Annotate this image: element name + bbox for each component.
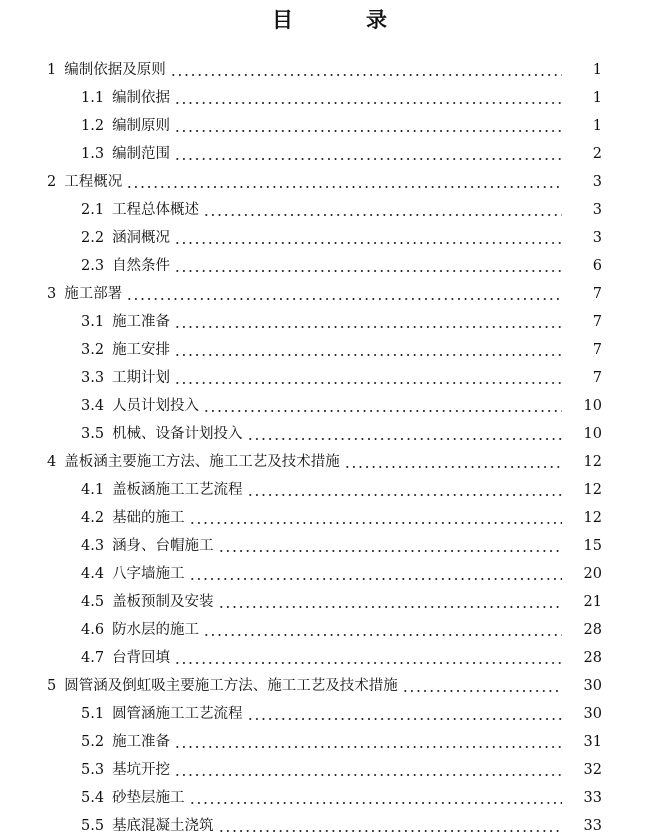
toc-entry-number: 5.3 bbox=[81, 762, 105, 778]
toc-entry-number: 2 bbox=[47, 174, 57, 190]
toc-entry-label bbox=[81, 140, 170, 168]
toc-entry-page-number: 7 bbox=[592, 286, 602, 302]
toc-entry-page-number: 20 bbox=[583, 566, 602, 582]
dot-leader bbox=[126, 298, 562, 300]
toc-entry-label bbox=[81, 112, 170, 140]
dot-leader bbox=[203, 634, 562, 636]
toc-entry[interactable] bbox=[0, 616, 659, 644]
toc-entry-page-number: 3 bbox=[592, 202, 602, 218]
toc-entry-text: 涵身、台帽施工 bbox=[112, 538, 214, 554]
toc-entry-text: 圆管涵及倒虹吸主要施工方法、施工工艺及技术措施 bbox=[64, 678, 398, 694]
toc-entry[interactable] bbox=[0, 364, 659, 392]
toc-entry-page-number: 1 bbox=[592, 62, 602, 78]
toc-entry-text: 盖板涵主要施工方法、施工工艺及技术措施 bbox=[64, 454, 340, 470]
toc-entry-page-number: 10 bbox=[583, 398, 602, 414]
toc-entry[interactable] bbox=[0, 644, 659, 672]
toc-entry-page-number: 12 bbox=[583, 510, 602, 526]
toc-entry[interactable] bbox=[0, 672, 659, 700]
toc-entry-label bbox=[47, 672, 398, 700]
toc-entry-number: 1 bbox=[47, 62, 57, 78]
toc-entry[interactable] bbox=[0, 588, 659, 616]
toc-entry-text: 施工准备 bbox=[112, 734, 171, 750]
toc-entry-text: 编制依据 bbox=[112, 90, 171, 106]
toc-entry-page-number: 30 bbox=[583, 706, 602, 722]
toc-entry-number: 1.3 bbox=[81, 146, 105, 162]
toc-entry-text: 自然条件 bbox=[112, 258, 171, 274]
toc-entry-number: 3.3 bbox=[81, 370, 105, 386]
dot-leader bbox=[247, 438, 562, 440]
toc-entry-page-number: 33 bbox=[583, 818, 602, 834]
toc-entry-text: 基底混凝土浇筑 bbox=[112, 818, 214, 834]
dot-leader bbox=[247, 494, 562, 496]
toc-entry-page-number: 3 bbox=[592, 230, 602, 246]
toc-entry-label bbox=[47, 56, 166, 84]
toc-entry-text: 砂垫层施工 bbox=[112, 790, 185, 806]
toc-entry-text: 施工部署 bbox=[64, 286, 123, 302]
dot-leader bbox=[189, 522, 562, 524]
toc-entry[interactable] bbox=[0, 280, 659, 308]
toc-entry-number: 3.5 bbox=[81, 426, 105, 442]
toc-entry[interactable] bbox=[0, 728, 659, 756]
toc-entry-label bbox=[81, 504, 185, 532]
dot-leader bbox=[174, 130, 562, 132]
toc-entry[interactable] bbox=[0, 812, 659, 840]
toc-entry[interactable] bbox=[0, 140, 659, 168]
dot-leader bbox=[174, 158, 562, 160]
toc-entry[interactable] bbox=[0, 252, 659, 280]
toc-entry-number: 4 bbox=[47, 454, 57, 470]
toc-entry-text: 防水层的施工 bbox=[112, 622, 200, 638]
toc-entry-text: 工程总体概述 bbox=[112, 202, 200, 218]
toc-entry-label bbox=[47, 168, 122, 196]
toc-entry-label bbox=[81, 756, 170, 784]
toc-entry-label bbox=[81, 588, 214, 616]
toc-entry-number: 2.3 bbox=[81, 258, 105, 274]
toc-entry-label bbox=[81, 336, 170, 364]
toc-entry-text: 施工准备 bbox=[112, 314, 171, 330]
dot-leader bbox=[203, 410, 562, 412]
toc-entry-number: 4.6 bbox=[81, 622, 105, 638]
dot-leader bbox=[247, 718, 562, 720]
dot-leader bbox=[174, 242, 562, 244]
toc-entry[interactable] bbox=[0, 196, 659, 224]
dot-leader bbox=[174, 774, 562, 776]
toc-entry-text: 基坑开挖 bbox=[112, 762, 171, 778]
toc-entry[interactable] bbox=[0, 420, 659, 448]
toc-entry[interactable] bbox=[0, 56, 659, 84]
toc-entry[interactable] bbox=[0, 84, 659, 112]
toc-entry-text: 涵洞概况 bbox=[112, 230, 171, 246]
dot-leader bbox=[174, 326, 562, 328]
toc-entry-label bbox=[81, 644, 170, 672]
toc-entry-label bbox=[81, 196, 199, 224]
toc-entry[interactable] bbox=[0, 224, 659, 252]
toc-entry-number: 4.5 bbox=[81, 594, 105, 610]
toc-entry-page-number: 12 bbox=[583, 454, 602, 470]
toc-entry-label bbox=[47, 448, 340, 476]
toc-entry-page-number: 1 bbox=[592, 90, 602, 106]
toc-entry[interactable] bbox=[0, 756, 659, 784]
toc-entry-label bbox=[81, 308, 170, 336]
toc-entry-text: 编制依据及原则 bbox=[64, 62, 166, 78]
toc-entry-page-number: 28 bbox=[583, 650, 602, 666]
toc-entry-label bbox=[81, 728, 170, 756]
toc-entry-label bbox=[81, 364, 170, 392]
dot-leader bbox=[203, 214, 562, 216]
toc-entry-number: 4.3 bbox=[81, 538, 105, 554]
toc-entry-label bbox=[81, 812, 214, 840]
toc-entry[interactable] bbox=[0, 560, 659, 588]
toc-entry-page-number: 21 bbox=[583, 594, 602, 610]
toc-entry-number: 4.7 bbox=[81, 650, 105, 666]
toc-entry-number: 3.1 bbox=[81, 314, 105, 330]
toc-entry[interactable] bbox=[0, 784, 659, 812]
toc-entry-page-number: 32 bbox=[583, 762, 602, 778]
toc-entry-text: 机械、设备计划投入 bbox=[112, 426, 243, 442]
toc-entry-text: 盖板涵施工工艺流程 bbox=[112, 482, 243, 498]
toc-entry-page-number: 3 bbox=[592, 174, 602, 190]
toc-entry-text: 工程概况 bbox=[64, 174, 123, 190]
toc-entry-text: 基础的施工 bbox=[112, 510, 185, 526]
dot-leader bbox=[174, 746, 562, 748]
toc-entry-number: 2.1 bbox=[81, 202, 105, 218]
toc-entry-number: 4.1 bbox=[81, 482, 105, 498]
toc-entry-text: 工期计划 bbox=[112, 370, 171, 386]
toc-entry-label bbox=[47, 280, 122, 308]
toc-entry[interactable] bbox=[0, 336, 659, 364]
toc-entry-page-number: 15 bbox=[583, 538, 602, 554]
toc-entry-page-number: 28 bbox=[583, 622, 602, 638]
toc-entry-text: 盖板预制及安装 bbox=[112, 594, 214, 610]
toc-entry-text: 施工安排 bbox=[112, 342, 171, 358]
toc-entry-label bbox=[81, 224, 170, 252]
dot-leader bbox=[174, 662, 562, 664]
dot-leader bbox=[174, 270, 562, 272]
toc-entry-page-number: 10 bbox=[583, 426, 602, 442]
toc-entry-label bbox=[81, 476, 243, 504]
dot-leader bbox=[170, 74, 562, 76]
toc-entry-number: 5 bbox=[47, 678, 57, 694]
toc-entry[interactable] bbox=[0, 392, 659, 420]
toc-entry-text: 人员计划投入 bbox=[112, 398, 200, 414]
toc-entry-text: 圆管涵施工工艺流程 bbox=[112, 706, 243, 722]
dot-leader bbox=[218, 830, 562, 832]
toc-entry-number: 1.1 bbox=[81, 90, 105, 106]
toc-entry-page-number: 30 bbox=[583, 678, 602, 694]
toc-entry-label bbox=[81, 560, 185, 588]
toc-entry[interactable] bbox=[0, 168, 659, 196]
dot-leader bbox=[344, 466, 562, 468]
toc-entry-text: 编制范围 bbox=[112, 146, 171, 162]
toc-entry-text: 编制原则 bbox=[112, 118, 171, 134]
toc-entry-page-number: 31 bbox=[583, 734, 602, 750]
toc-entry-number: 5.2 bbox=[81, 734, 105, 750]
toc-entry-text: 台背回填 bbox=[112, 650, 171, 666]
dot-leader bbox=[218, 606, 562, 608]
dot-leader bbox=[218, 550, 562, 552]
toc-entry-page-number: 7 bbox=[592, 342, 602, 358]
toc-entry-number: 3.4 bbox=[81, 398, 105, 414]
toc-entry-number: 5.1 bbox=[81, 706, 105, 722]
dot-leader bbox=[402, 690, 562, 692]
dot-leader bbox=[126, 186, 562, 188]
toc-entry[interactable] bbox=[0, 532, 659, 560]
toc-entry-label bbox=[81, 616, 199, 644]
toc-entry-number: 2.2 bbox=[81, 230, 105, 246]
toc-entry[interactable] bbox=[0, 700, 659, 728]
toc-entry-number: 1.2 bbox=[81, 118, 105, 134]
toc-entry-page-number: 33 bbox=[583, 790, 602, 806]
toc-entry-page-number: 1 bbox=[592, 118, 602, 134]
page-title: 目 录 bbox=[272, 7, 413, 32]
toc-entry-number: 4.4 bbox=[81, 566, 105, 582]
dot-leader bbox=[189, 578, 562, 580]
dot-leader bbox=[174, 354, 562, 356]
dot-leader bbox=[174, 382, 562, 384]
toc-entry-label bbox=[81, 532, 214, 560]
toc-entry-label bbox=[81, 392, 199, 420]
toc-entry[interactable] bbox=[0, 448, 659, 476]
dot-leader bbox=[174, 102, 562, 104]
toc-entry-label bbox=[81, 84, 170, 112]
toc-entry-number: 3.2 bbox=[81, 342, 105, 358]
toc-entry-page-number: 7 bbox=[592, 314, 602, 330]
toc-entry-number: 3 bbox=[47, 286, 57, 302]
dot-leader bbox=[189, 802, 562, 804]
toc-entry-page-number: 6 bbox=[592, 258, 602, 274]
toc-entry-label bbox=[81, 420, 243, 448]
toc-entry[interactable] bbox=[0, 504, 659, 532]
toc-entry[interactable] bbox=[0, 476, 659, 504]
toc-entry-number: 5.5 bbox=[81, 818, 105, 834]
toc-entry-label bbox=[81, 700, 243, 728]
toc-entry-page-number: 12 bbox=[583, 482, 602, 498]
toc-entry-text: 八字墙施工 bbox=[112, 566, 185, 582]
toc-entry-number: 4.2 bbox=[81, 510, 105, 526]
toc-entry-page-number: 2 bbox=[592, 146, 602, 162]
toc-entry-label bbox=[81, 252, 170, 280]
toc-entry-number: 5.4 bbox=[81, 790, 105, 806]
toc-entry[interactable] bbox=[0, 112, 659, 140]
toc-entry-label bbox=[81, 784, 185, 812]
toc-entry-page-number: 7 bbox=[592, 370, 602, 386]
toc-entry[interactable] bbox=[0, 308, 659, 336]
